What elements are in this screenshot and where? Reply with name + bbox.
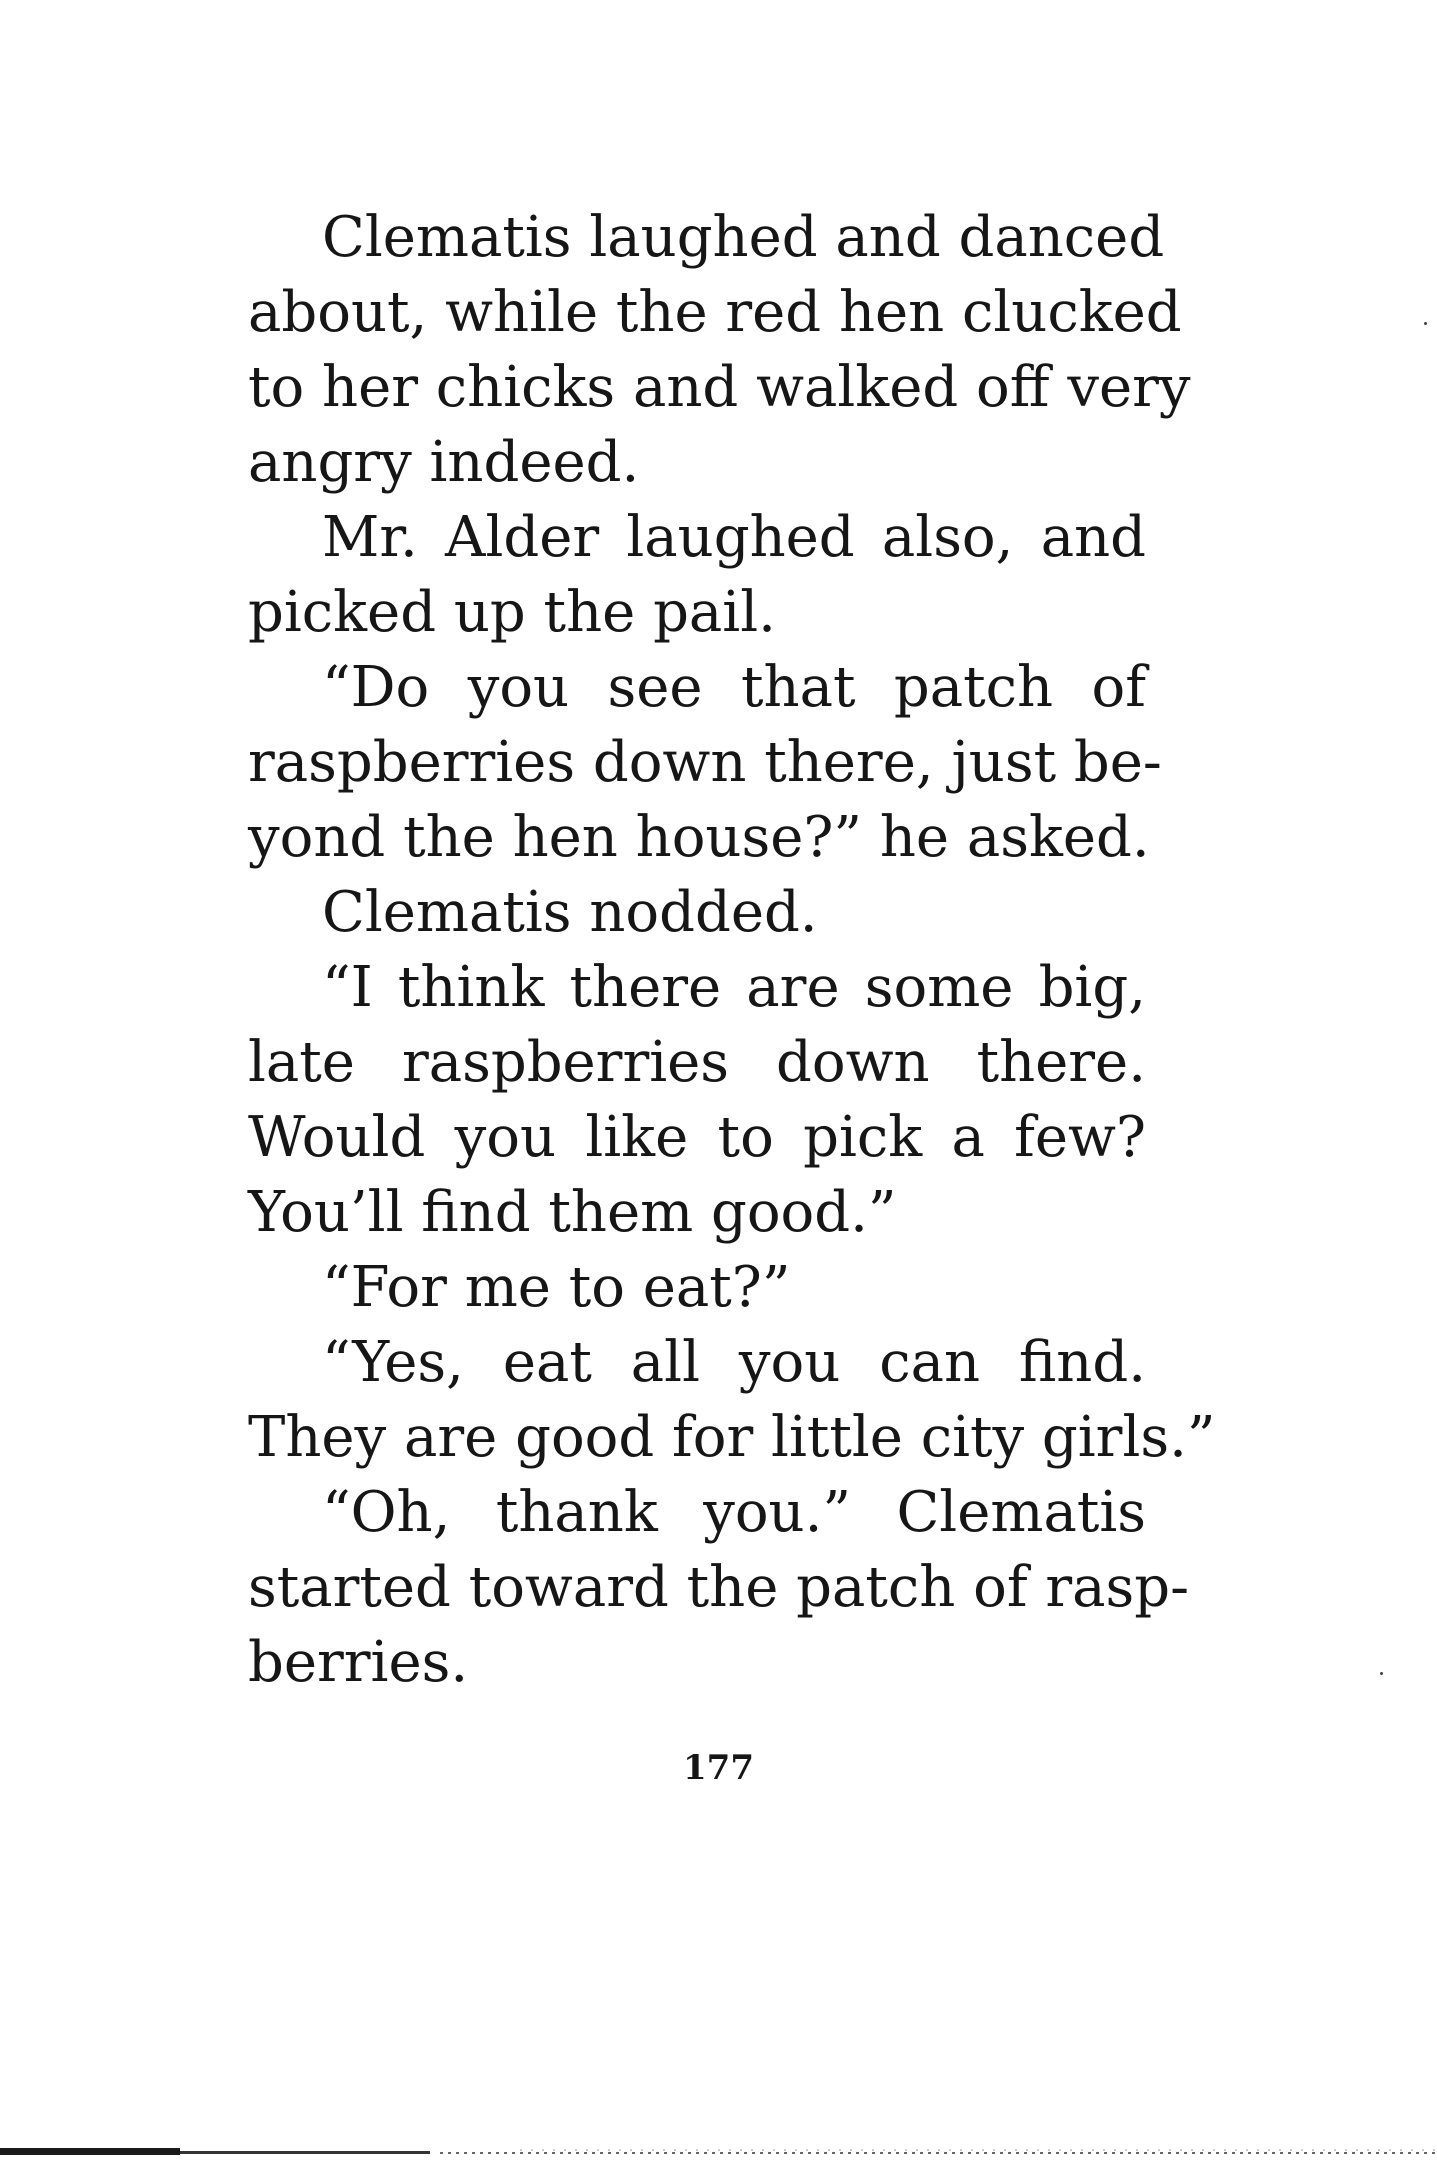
text-line: “Do you see that patch of [322, 655, 1146, 720]
text-line: angry indeed. [248, 430, 640, 495]
text-line: You’ll find them good.” [248, 1180, 897, 1245]
scan-speck [1380, 1672, 1383, 1675]
text-line: Clematis nodded. [322, 880, 818, 945]
text-line: about, while the red hen clucked [248, 280, 1182, 345]
text-line: berries. [248, 1630, 469, 1695]
text-line: yond the hen house?” he asked. [248, 805, 1150, 870]
text-line: late raspberries down there. [248, 1030, 1146, 1095]
text-line: raspberries down there, just be- [248, 730, 1162, 795]
text-line: “Oh, thank you.” Clematis [322, 1480, 1146, 1545]
scan-speck [1424, 322, 1427, 325]
text-line: Clematis laughed and danced [322, 205, 1165, 270]
text-line: They are good for little city girls.” [248, 1405, 1216, 1470]
text-line: Mr. Alder laughed also, and [322, 505, 1146, 570]
text-line: Would you like to pick a few? [248, 1105, 1146, 1170]
text-line: to her chicks and walked off very [248, 355, 1191, 420]
text-line: “I think there are some big, [322, 955, 1146, 1020]
text-line: “Yes, eat all you can find. [322, 1330, 1146, 1395]
page-number: 177 [683, 1748, 754, 1788]
scan-bottom-edge [0, 2142, 1437, 2166]
text-line: started toward the patch of rasp- [248, 1555, 1190, 1620]
text-line: picked up the pail. [248, 580, 776, 645]
text-line: “For me to eat?” [322, 1255, 791, 1320]
